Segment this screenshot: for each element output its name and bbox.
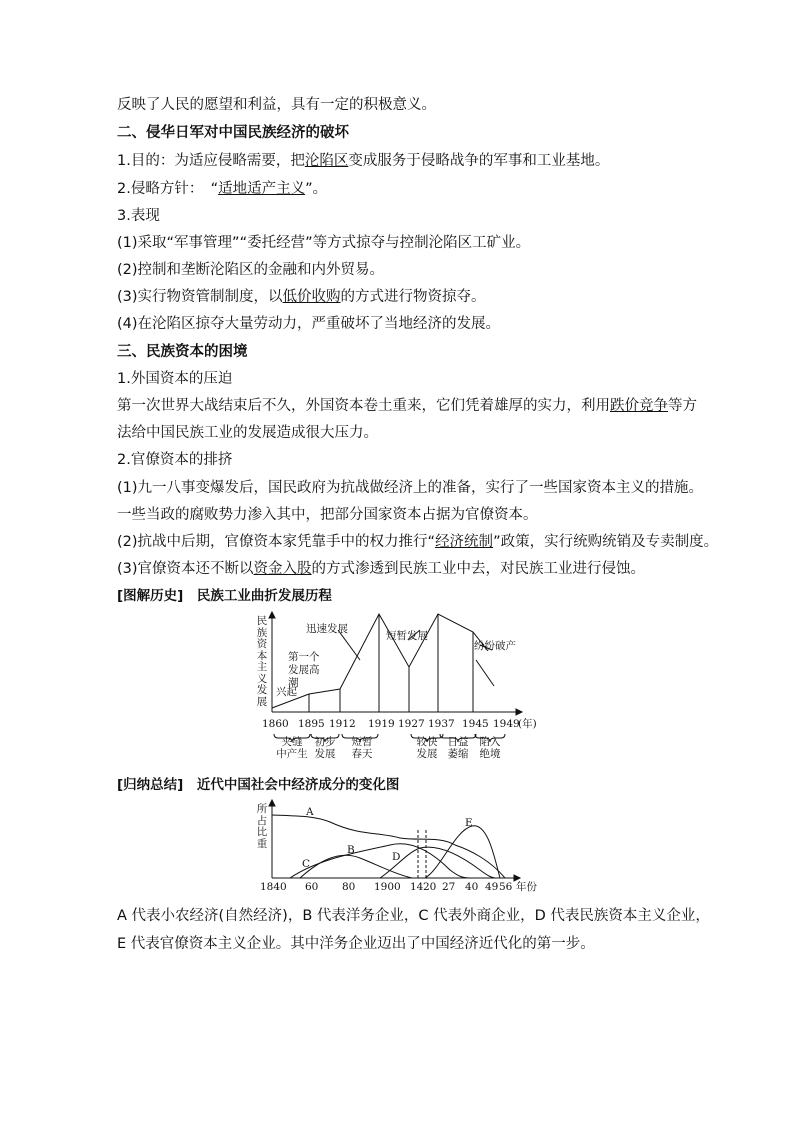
chart1-period-6: 陷入 绝境: [479, 736, 501, 760]
chart2-curve-label-A: A: [306, 806, 314, 818]
chart1-annotation-short: 短暂发展: [386, 630, 428, 642]
chart2-curve-label-E: E: [465, 817, 473, 829]
chart2-x-tick: 1900: [374, 881, 401, 893]
chart2-axis-arrow-y: [269, 800, 275, 806]
chart2-x-tick: 1840: [260, 881, 287, 893]
chart1-axis-arrow-y: [269, 612, 275, 618]
text-line-17: (2)抗战中后期，官僚资本家凭靠手中的权力推行“经济统制”政策，实行统购统销及专卖制度。: [117, 534, 719, 550]
text-line-14: 2.官僚资本的排挤: [117, 452, 233, 468]
chart1-period-1: 夹缝 中产生: [276, 736, 308, 760]
chart1-period-2: 初步 发展: [314, 736, 336, 760]
chart1-period-3: 短暂 春天: [351, 736, 373, 760]
chart2-curve-label-C: C: [302, 858, 311, 870]
chart1-period-5: 日益 萎缩: [447, 736, 469, 760]
text-line-5: 3.表现: [117, 208, 160, 224]
chart2-x-tick: 40: [465, 881, 479, 893]
chart1-x-tick: 1949: [493, 718, 520, 730]
chart1-x-tick: 1945: [462, 718, 489, 730]
chart1-x-unit: (年): [518, 718, 537, 730]
chart1-x-tick: 1860: [262, 718, 289, 730]
text-line-22: E 代表官僚资本主义企业。其中洋务企业迈出了中国经济近代化的第一步。: [117, 936, 595, 952]
text-line-11: 1.外国资本的压迫: [117, 371, 233, 387]
underlined-term: 经济统制: [435, 534, 494, 550]
text-line-6: (1)采取“军事管理”“委托经营”等方式掠夺与控制沦陷区工矿业。: [117, 235, 531, 251]
text-line-7: (2)控制和垄断沦陷区的金融和内外贸易。: [117, 262, 385, 278]
text-line-12: 第一次世界大战结束后不久，外国资本卷土重来，它们凭着雄厚的实力，利用跌价竞争等方: [117, 398, 697, 414]
chart2-curve-B: [300, 855, 412, 878]
chart1-x-tick: 1937: [428, 718, 455, 730]
chart2-curve-D: [380, 847, 496, 878]
text-line-9: (4)在沦陷区掠夺大量劳动力，严重破坏了当地经济的发展。: [117, 316, 501, 332]
text-line-21: A 代表小农经济(自然经济)，B 代表洋务企业，C 代表外商企业，D 代表民族资本主义企业，: [117, 908, 710, 924]
text-line-8: (3)实行物资管制制度，以低价收购的方式进行物资掠夺。: [117, 289, 486, 305]
underlined-term: 资金入股: [253, 561, 312, 577]
chart1-y-label: 民族资本主义发展: [256, 615, 268, 708]
chart2-x-tick: 80: [342, 881, 356, 893]
text-line-16: 一些当政的腐败势力渗入其中，把部分国家资本占据为官僚资本。: [117, 507, 538, 523]
chart2-x-tick: 14: [410, 881, 424, 893]
chart1-decline-tail: [476, 660, 494, 686]
chart2-curve-E: [425, 826, 500, 878]
underlined-term: 沦陷区: [304, 153, 349, 169]
chart1-annotation-rise: 兴起: [276, 686, 297, 698]
chart2-curve-label-B: B: [347, 844, 355, 856]
chart1-x-tick: 1912: [329, 718, 356, 730]
text-line-3: 1.目的：为适应侵略需要，把沦陷区变成服务于侵略战争的军事和工业基地。: [117, 153, 610, 169]
text-line-13: 法给中国民族工业的发展造成很大压力。: [117, 425, 378, 441]
chart2-curve-label-D: D: [392, 851, 401, 863]
chart2-x-tick: 56: [499, 881, 513, 893]
figure-caption-1: [图解历史] 民族工业曲折发展历程: [117, 588, 332, 604]
text-line-4: 2.侵略方针： “适地适产主义”。: [117, 181, 328, 197]
chart2-curve-C: [290, 844, 470, 878]
chart1-period-4: 较快 发展: [416, 736, 438, 760]
chart2-x-unit: 年份: [516, 881, 537, 893]
chart1-x-tick: 1919: [368, 718, 395, 730]
chart2-y-label: 所占比重: [256, 803, 268, 850]
underlined-term: 适地适产主义: [218, 181, 306, 197]
underlined-term: 低价收购: [282, 289, 341, 305]
chart2-x-tick: 60: [305, 881, 319, 893]
section-heading-3: 三、民族资本的困境: [117, 344, 248, 360]
chart1-annotation-first-peak: 第一个发展高潮: [288, 651, 320, 689]
chart1-annotation-rapid: 迅速发展: [306, 623, 348, 635]
chart1-x-tick: 1927: [398, 718, 425, 730]
chart2-x-tick: 20: [423, 881, 437, 893]
chart1-x-tick: 1895: [298, 718, 325, 730]
section-heading-2: 二、侵华日军对中国民族经济的破坏: [117, 125, 349, 141]
chart1-annotation-bankrupt: 纷纷破产: [474, 640, 516, 652]
figure-caption-2: [归纳总结] 近代中国社会中经济成分的变化图: [117, 777, 400, 793]
chart2-x-tick: 49: [485, 881, 499, 893]
chart2-curve-A: [272, 815, 505, 878]
chart1-axis-arrow: [516, 709, 522, 715]
underlined-term: 跌价竞争: [610, 398, 668, 414]
chart2-axis-arrow: [514, 875, 520, 881]
text-line-1: 反映了人民的愿望和利益，具有一定的积极意义。: [117, 97, 436, 113]
chart2-x-tick: 27: [442, 881, 456, 893]
text-line-18: (3)官僚资本还不断以资金入股的方式渗透到民族工业中去，对民族工业进行侵蚀。: [117, 561, 646, 577]
text-line-15: (1)九一八事变爆发后，国民政府为抗战做经济上的准备，实行了一些国家资本主义的措施。: [117, 480, 704, 496]
